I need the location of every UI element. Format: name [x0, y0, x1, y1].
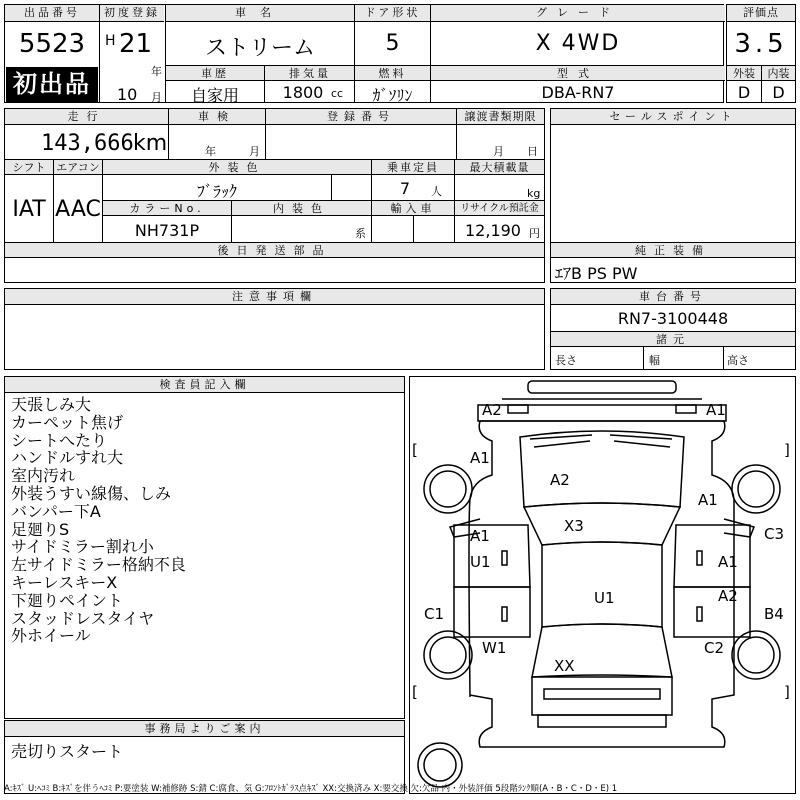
inspector-note-item: 外装うすい線傷、しみ	[11, 484, 172, 503]
model-code: DBA-RN7	[541, 83, 615, 102]
sales-points-box	[550, 108, 796, 283]
office-note: 売切りスタート	[11, 742, 124, 761]
inspector-note-item: 下廻りペイント	[11, 590, 124, 610]
year-unit: 年	[151, 65, 162, 78]
label-right-b: B4	[764, 605, 784, 623]
month-unit: 月	[151, 91, 162, 104]
bracket-right-bottom: ]	[784, 683, 790, 701]
fuel-label: 燃料	[355, 66, 430, 81]
interior-grade: D	[772, 83, 785, 102]
label-front-left: A2	[482, 401, 502, 419]
capacity: 7	[399, 179, 411, 198]
load-label: 最大積載量	[455, 160, 544, 175]
ext-color-label: 外装色	[103, 160, 371, 175]
notes-label: 注意事項欄	[5, 289, 544, 305]
specs-label: 諸元	[551, 332, 795, 347]
import-label: 輸入車	[372, 201, 454, 216]
inspector-note-item: サイドミラー割れ小	[11, 537, 154, 557]
exterior-grade: D	[737, 83, 751, 102]
label-right-rear-door: A2	[718, 587, 738, 605]
inspection-month-unit: 月	[249, 145, 260, 158]
inspector-note-item: ハンドルすれ大	[11, 448, 124, 468]
door-label: ドア形状	[355, 5, 430, 22]
recycle-label: リサイクル預託金	[455, 201, 544, 216]
label-left-c: C1	[424, 605, 445, 623]
history: 自家用	[190, 86, 239, 105]
shift: IAT	[12, 197, 46, 222]
transfer-day-unit: 日	[527, 145, 538, 158]
inspector-note-item: 室内汚れ	[11, 466, 76, 486]
car-diagram	[410, 377, 795, 793]
label-left-front-fender: A1	[470, 449, 490, 467]
chassis-box	[550, 288, 796, 370]
era-prefix: H	[105, 33, 116, 49]
mileage-unit: km	[133, 131, 168, 156]
transfer-label: 譲渡書類期限	[457, 109, 544, 125]
model-label: 型式	[431, 66, 725, 81]
chassis-label: 車台番号	[551, 289, 795, 305]
exterior-label: 外装	[727, 66, 761, 81]
label-right-front-fender: A1	[698, 491, 718, 509]
height-label: 高さ	[727, 354, 749, 367]
label-left-wheel: W1	[482, 639, 507, 657]
reg-month: 10	[117, 85, 138, 104]
recycle-unit: 円	[529, 227, 540, 240]
mileage: 143,666	[41, 131, 134, 156]
label-right-front-door: A1	[718, 553, 738, 571]
inspection-label: 車検	[169, 109, 265, 125]
first-reg-label: 初度登録	[100, 5, 164, 22]
car-name-label: 車名	[166, 5, 354, 22]
shift-label: シフト	[5, 160, 53, 175]
bracket-left-top: [	[412, 441, 418, 459]
inspection-year-unit: 年	[205, 145, 216, 158]
ac: AAC	[55, 197, 101, 222]
lot-number: 5523	[18, 29, 86, 59]
inspector-label: 検査員記入欄	[5, 377, 404, 393]
color-no: NH731P	[134, 221, 200, 240]
capacity-label: 乗車定員	[372, 160, 454, 175]
score-label: 評価点	[727, 5, 795, 22]
details-box	[4, 108, 545, 283]
ac-label: エアコン	[54, 160, 102, 175]
interior-label: 内装	[762, 66, 795, 81]
history-label: 車歴	[166, 66, 264, 81]
capacity-unit: 人	[431, 185, 442, 198]
inspector-note-item: 天張しみ大	[11, 395, 92, 414]
displacement-unit: cc	[331, 87, 344, 100]
vehicle-info-box	[4, 4, 724, 103]
int-color-label: 内装色	[232, 201, 371, 216]
sales-points-label: セールスポイント	[551, 109, 795, 125]
label-hood: A2	[550, 471, 570, 489]
equipment-label: 純正装備	[551, 243, 795, 258]
later-parts-label: 後日発送部品	[5, 243, 544, 258]
inspector-note-item: キーレスキーX	[11, 573, 118, 592]
reg-year: 21	[119, 29, 153, 59]
label-rear: XX	[554, 657, 575, 675]
inspector-note-item: シートへたり	[11, 430, 108, 450]
length-label: 長さ	[555, 354, 577, 367]
equipment: ｴｱB PS PW	[555, 264, 638, 283]
load-unit: kg	[527, 187, 541, 200]
score-box	[726, 4, 796, 103]
score: 3.5	[734, 29, 788, 59]
recycle-amount: 12,190	[465, 221, 521, 240]
label-front-right: A1	[706, 401, 726, 419]
color-no-label: カラーNo.	[103, 201, 231, 216]
first-listing-badge: 初出品	[6, 67, 98, 102]
lot-no-label: 出品番号	[5, 5, 99, 22]
chassis-number: RN7-3100448	[617, 309, 729, 328]
label-roof: U1	[594, 589, 615, 607]
inspector-note-item: カーペット焦げ	[11, 412, 124, 432]
office-label: 事務局よりご案内	[5, 721, 404, 737]
car-diagram-box	[409, 376, 796, 794]
grade-label: グレード	[431, 5, 725, 22]
int-color-unit: 系	[355, 227, 366, 240]
displacement-label: 排気量	[265, 66, 355, 81]
displacement: 1800	[282, 83, 324, 102]
bracket-right-top: ]	[784, 441, 790, 459]
legend: A:ｷｽﾞ U:ﾍｺﾐ B:ｷｽﾞを伴うﾍｺﾐ P:要塗装 W:補修跡 S:錆 C:腐食、気 G:ﾌﾛﾝﾄｶﾞﾗｽ点ｷｽﾞ XX:交換済み X:要交換 欠:欠品 内・外装評価 5段階ﾗﾝｸ順(A・B・C・D・E) 1	[4, 784, 618, 794]
car-name: ストリーム	[204, 36, 315, 61]
transfer-month-unit: 月	[493, 145, 504, 158]
mileage-label: 走行	[5, 109, 168, 125]
door-count: 5	[385, 31, 400, 56]
label-windshield: X3	[564, 517, 584, 535]
inspector-box	[4, 376, 405, 719]
inspector-note-item: 外ホイール	[11, 626, 91, 646]
width-label: 幅	[649, 354, 660, 367]
inspector-note-item: 左サイドミラー格納不良	[11, 555, 186, 575]
label-right-rear: C2	[704, 639, 725, 657]
bracket-left-bottom: [	[412, 683, 418, 701]
inspector-note-item: バンパー下A	[11, 501, 101, 521]
ext-color: ﾌﾞﾗｯｸ	[196, 182, 237, 201]
inspector-note-item: スタッドレスタイヤ	[11, 608, 155, 628]
fuel: ｶﾞｿﾘﾝ	[372, 86, 413, 105]
label-right-c: C3	[764, 525, 785, 543]
reg-no-label: 登録番号	[266, 109, 456, 125]
label-left-front-door2: U1	[470, 553, 491, 571]
label-left-front-door: A1	[470, 527, 490, 545]
grade: X 4WD	[535, 31, 621, 56]
notes-box	[4, 288, 545, 370]
inspector-note-item: 足廻りS	[11, 519, 70, 539]
